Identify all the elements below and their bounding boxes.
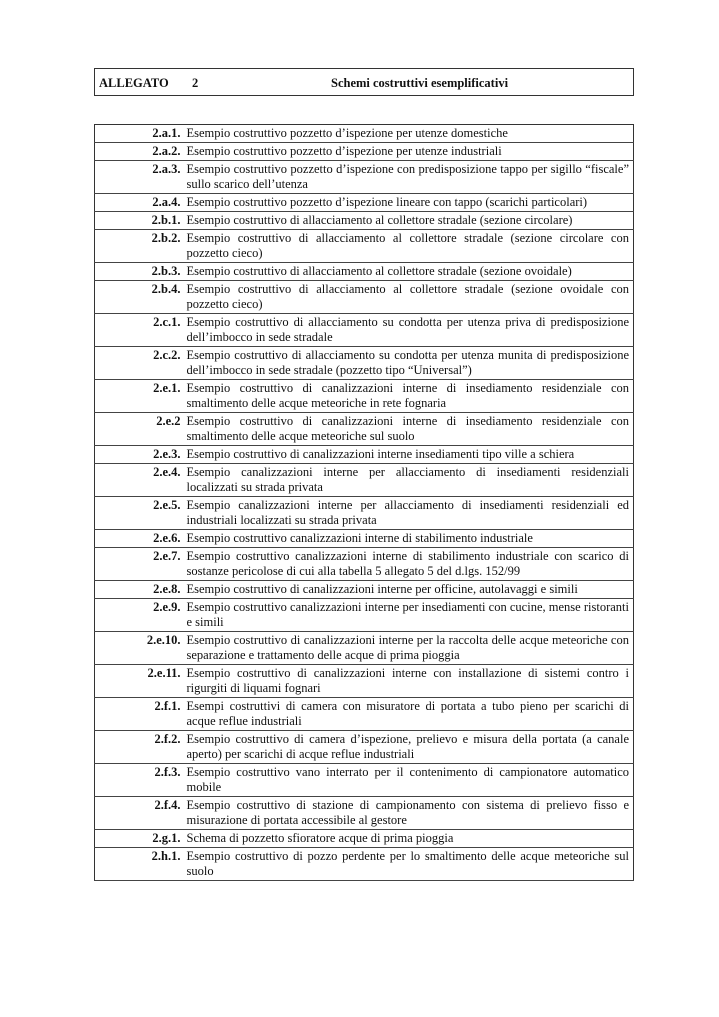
- item-description: Esempio costruttivo di canalizzazioni interne con installazione di sistemi contro i rigurgiti di liquami fognari: [187, 665, 634, 698]
- table-row: [95, 698, 634, 731]
- table-row: [95, 848, 634, 881]
- item-description: Esempio costruttivo di canalizzazioni interne per officine, autolavaggi e simili: [187, 581, 634, 599]
- item-description: Esempio costruttivo di canalizzazioni interne di insediamento residenziale con smaltimento delle acque meteoriche sul suolo: [187, 413, 634, 446]
- item-code: 2.f.2.: [95, 731, 187, 764]
- item-code: 2.e.8.: [95, 581, 187, 599]
- table-row: [95, 665, 634, 698]
- item-code: 2.g.1.: [95, 830, 187, 848]
- item-description: Esempio costruttivo di allacciamento su condotta per utenza priva di predisposizione dell’imbocco in sede stradale: [187, 314, 634, 347]
- table-row: [95, 548, 634, 581]
- table-row: [95, 530, 634, 548]
- item-code: 2.e.7.: [95, 548, 187, 581]
- table-row: [95, 413, 634, 446]
- table-row: [95, 380, 634, 413]
- item-code: 2.a.4.: [95, 194, 187, 212]
- item-description: Esempio costruttivo di pozzo perdente per lo smaltimento delle acque meteoriche sul suolo: [187, 848, 634, 881]
- item-code: 2.e.4.: [95, 464, 187, 497]
- table-row: [95, 446, 634, 464]
- annex-label: ALLEGATO: [99, 76, 169, 90]
- item-code: 2.b.1.: [95, 212, 187, 230]
- item-description: Esempio costruttivo di allacciamento su condotta per utenza munita di predisposizione dell’imbocco in sede stradale (pozzetto tipo “Universal”): [187, 347, 634, 380]
- annex-number: 2: [192, 76, 199, 90]
- item-description: Esempio costruttivo di canalizzazioni interne per la raccolta delle acque meteoriche con separazione e trattamento delle acque di prima pioggia: [187, 632, 634, 665]
- table-row: [95, 314, 634, 347]
- item-code: 2.e.10.: [95, 632, 187, 665]
- item-code: 2.e.6.: [95, 530, 187, 548]
- table-row: [95, 731, 634, 764]
- item-description: Esempi costruttivi di camera con misuratore di portata a tubo pieno per scarichi di acque reflue industriali: [187, 698, 634, 731]
- table-row: [95, 212, 634, 230]
- item-code: 2.f.3.: [95, 764, 187, 797]
- item-code: 2.e.9.: [95, 599, 187, 632]
- annex-title: Schemi costruttivi esemplificativi: [331, 76, 509, 90]
- item-code: 2.c.1.: [95, 314, 187, 347]
- item-code: 2.f.1.: [95, 698, 187, 731]
- item-description: Esempio canalizzazioni interne per allacciamento di insediamenti residenziali ed industriali localizzati su strada privata: [187, 497, 634, 530]
- table-row: [95, 464, 634, 497]
- item-description: Esempio costruttivo pozzetto d’ispezione per utenze industriali: [187, 143, 634, 161]
- item-description: Esempio costruttivo di canalizzazioni interne di insediamento residenziale con smaltimento delle acque meteoriche in rete fognaria: [187, 380, 634, 413]
- item-code: 2.b.4.: [95, 281, 187, 314]
- table-row: [95, 599, 634, 632]
- table-row: [95, 161, 634, 194]
- item-code: 2.b.3.: [95, 263, 187, 281]
- table-row: [95, 143, 634, 161]
- item-code: 2.e.3.: [95, 446, 187, 464]
- item-code: 2.e.2: [95, 413, 187, 446]
- item-code: 2.h.1.: [95, 848, 187, 881]
- item-description: Esempio costruttivo di allacciamento al collettore stradale (sezione ovoidale): [187, 263, 634, 281]
- item-description: Schema di pozzetto sfioratore acque di prima pioggia: [187, 830, 634, 848]
- item-description: Esempio costruttivo pozzetto d’ispezione per utenze domestiche: [187, 125, 634, 143]
- table-row: [95, 194, 634, 212]
- item-description: Esempio costruttivo di allacciamento al collettore stradale (sezione circolare): [187, 212, 634, 230]
- table-row: [95, 830, 634, 848]
- item-code: 2.a.1.: [95, 125, 187, 143]
- item-code: 2.b.2.: [95, 230, 187, 263]
- table-row: [95, 497, 634, 530]
- table-row: [95, 230, 634, 263]
- table-row: [95, 797, 634, 830]
- schemes-table: [94, 124, 634, 881]
- item-description: Esempio costruttivo di allacciamento al collettore stradale (sezione circolare con pozzetto cieco): [187, 230, 634, 263]
- item-description: Esempio costruttivo pozzetto d’ispezione lineare con tappo (scarichi particolari): [187, 194, 634, 212]
- item-code: 2.e.1.: [95, 380, 187, 413]
- table-row: [95, 581, 634, 599]
- item-description: Esempio costruttivo di canalizzazioni interne insediamenti tipo ville a schiera: [187, 446, 634, 464]
- item-description: Esempio costruttivo canalizzazioni interne per insediamenti con cucine, mense ristoranti e simili: [187, 599, 634, 632]
- table-row: [95, 347, 634, 380]
- item-code: 2.c.2.: [95, 347, 187, 380]
- document-header: [94, 68, 634, 96]
- item-description: Esempio costruttivo di camera d’ispezione, prelievo e misura della portata (a canale aperto) per scarichi di acque reflue industriali: [187, 731, 634, 764]
- item-code: 2.e.11.: [95, 665, 187, 698]
- item-description: Esempio canalizzazioni interne per allacciamento di insediamenti residenziali localizzati su strada privata: [187, 464, 634, 497]
- table-row: [95, 764, 634, 797]
- item-description: Esempio costruttivo vano interrato per il contenimento di campionatore automatico mobile: [187, 764, 634, 797]
- table-row: [95, 263, 634, 281]
- item-code: 2.f.4.: [95, 797, 187, 830]
- item-code: 2.e.5.: [95, 497, 187, 530]
- item-description: Esempio costruttivo di stazione di campionamento con sistema di prelievo fisso e misurazione di portata accessibile al gestore: [187, 797, 634, 830]
- item-description: Esempio costruttivo canalizzazioni interne di stabilimento industriale con scarico di sostanze pericolose di cui alla tabella 5 allegato 5 del d.lgs. 152/99: [187, 548, 634, 581]
- item-description: Esempio costruttivo pozzetto d’ispezione con predisposizione tappo per sigillo “fiscale” sullo scarico dell’utenza: [187, 161, 634, 194]
- table-row: [95, 281, 634, 314]
- table-row: [95, 632, 634, 665]
- item-description: Esempio costruttivo di allacciamento al collettore stradale (sezione ovoidale con pozzetto cieco): [187, 281, 634, 314]
- item-code: 2.a.2.: [95, 143, 187, 161]
- item-code: 2.a.3.: [95, 161, 187, 194]
- table-row: [95, 125, 634, 143]
- item-description: Esempio costruttivo canalizzazioni interne di stabilimento industriale: [187, 530, 634, 548]
